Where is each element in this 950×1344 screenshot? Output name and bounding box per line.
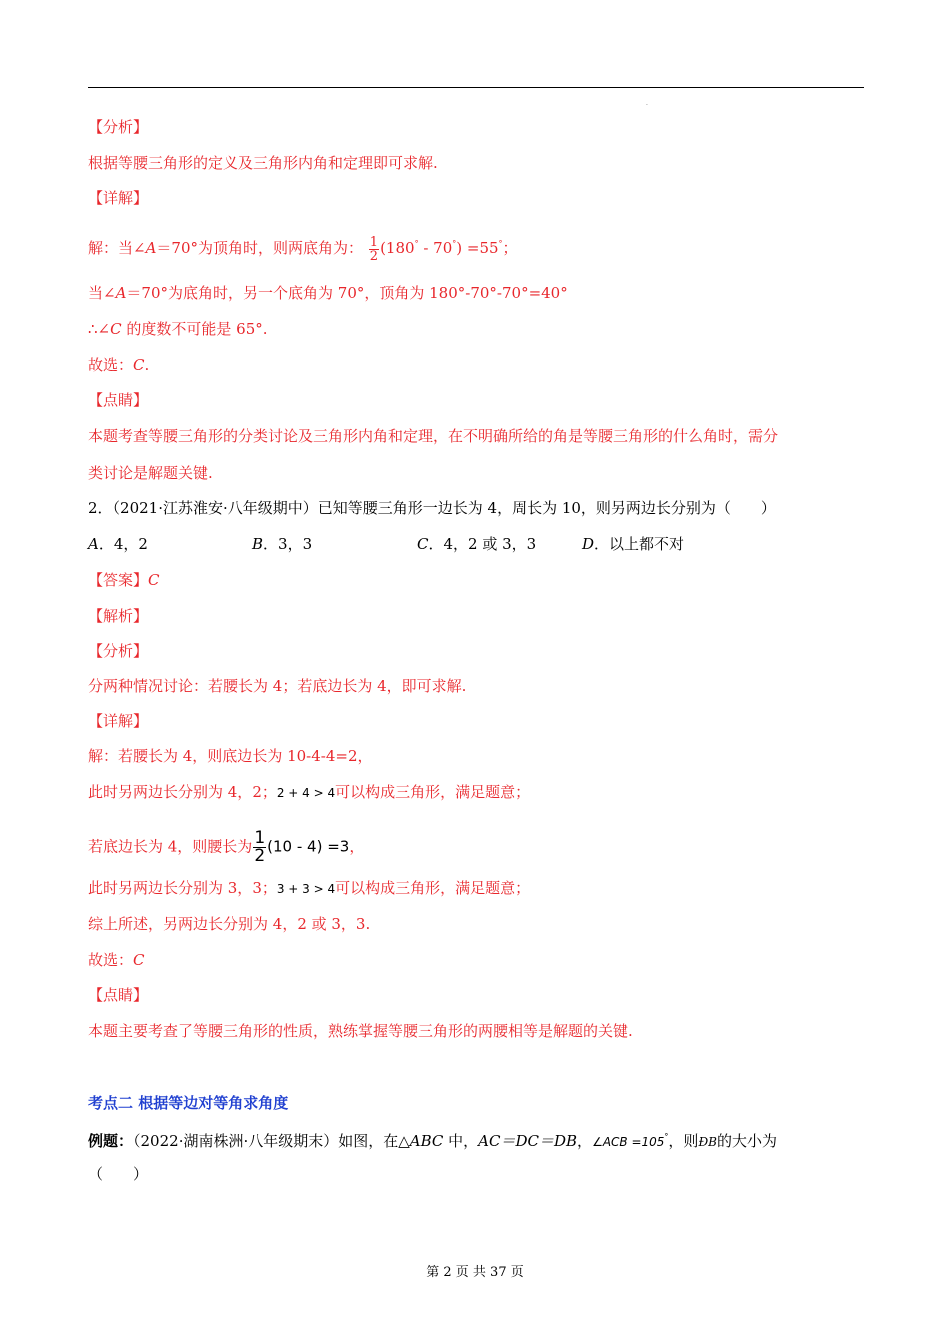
q2-option-d: D．以上都不对 [582,535,685,553]
header-dot: . [646,100,648,107]
s1-line2: 当∠A＝70°为底角时，另一个底角为 70°，顶角为 180°-70°-70°=40° [88,284,568,302]
q2-line2: 此时另两边长分别为 4，2；2 + 4 > 4可以构成三角形，满足题意； [88,783,531,801]
q2-line3-math: (10 - 4) =3 [267,837,350,856]
q2-line5: 综上所述，另两边长分别为 4，2 或 3，3. [88,915,371,933]
s1-expr-b: - 70 [418,239,453,257]
q2-analysis-text: 分两种情况讨论：若腰长为 4；若底边长为 4，即可求解. [88,677,467,695]
s1-comment-1: 本题考查等腰三角形的分类讨论及三角形内角和定理，在不明确所给的角是等腰三角形的什么角时，需分 [88,427,779,445]
s1-expr-c: ) =55 [456,239,499,257]
q2-option-c: C．4，2 或 3，3 [417,535,537,553]
s1-answer: 故选：C. [88,356,150,374]
q2-option-b: B．3，3 [252,535,313,553]
q2-option-a: A．4，2 [88,535,148,553]
kp2-example: 例题：（2022·湖南株洲·八年级期末）如图，在△ABC 中，AC＝DC＝DB，∠ACB =105°，则ÐB的大小为 [88,1132,777,1150]
q2-line4: 此时另两边长分别为 3，3；3 + 3 > 4可以构成三角形，满足题意； [88,879,531,897]
s1-line1: 解：当∠A＝70°为顶角时，则两底角为： $\frac{1}{2}$ (180° - 70°) =55°； [88,234,518,264]
q2-line1: 解：若腰长为 4，则底边长为 10-4-4=2， [88,747,373,765]
kp2-angle-math: ∠ACB =105 [592,1135,665,1149]
s1-line1-end: ； [502,239,518,257]
q2-line4-math: 3 + 3 > 4 [276,882,336,896]
q2-line2-math: 2 + 4 > 4 [276,786,336,800]
kp2-example-label: 例题： [88,1132,134,1150]
s1-line1-pre: 解：当∠ [88,239,146,257]
q2-jiexi-tag: 【解析】 [88,607,149,625]
s1-line3: ∴∠C 的度数不可能是 65°. [88,320,268,338]
q2-answer: 【答案】C [88,571,160,589]
kp2-paren: （ ） [88,1165,149,1183]
header-rule [88,87,864,88]
s1-half-fraction: $\frac{1}{2}$ [369,234,379,264]
q2-analysis-tag: 【分析】 [88,642,149,660]
s1-line1-A: A [145,239,157,257]
kp2-title: 考点二 根据等边对等角求角度 [88,1094,289,1112]
kp2-angle-b: ÐB [698,1135,717,1149]
page-footer: 第 2 页 共 37 页 [426,1265,524,1280]
s1-detail-tag: 【详解】 [88,189,149,207]
q2-comment: 本题主要考查了等腰三角形的性质，熟练掌握等腰三角形的两腰相等是解题的关键. [88,1022,633,1040]
q2-stem: 2．（2021·江苏淮安·八年级期中）已知等腰三角形一边长为 4，周长为 10，则另两边长分别为（ ） [88,499,776,517]
s1-analysis-tag: 【分析】 [88,118,149,136]
q2-detail-tag: 【详解】 [88,712,149,730]
s1-comment-tag: 【点睛】 [88,391,149,409]
q2-half-fraction: $\frac{1}{2}$ [254,828,266,866]
s1-comment-2: 类讨论是解题关键. [88,464,213,482]
s1-expr-a: (180 [380,239,415,257]
q2-final-answer: 故选：C [88,951,145,969]
s1-analysis-text: 根据等腰三角形的定义及三角形内角和定理即可求解. [88,154,438,172]
s1-line1-mid: ＝70°为顶角时，则两底角为： [156,239,364,257]
q2-line3: 若底边长为 4，则腰长为 $\frac{1}{2}$ (10 - 4) =3， [88,828,365,866]
q2-comment-tag: 【点睛】 [88,986,149,1004]
